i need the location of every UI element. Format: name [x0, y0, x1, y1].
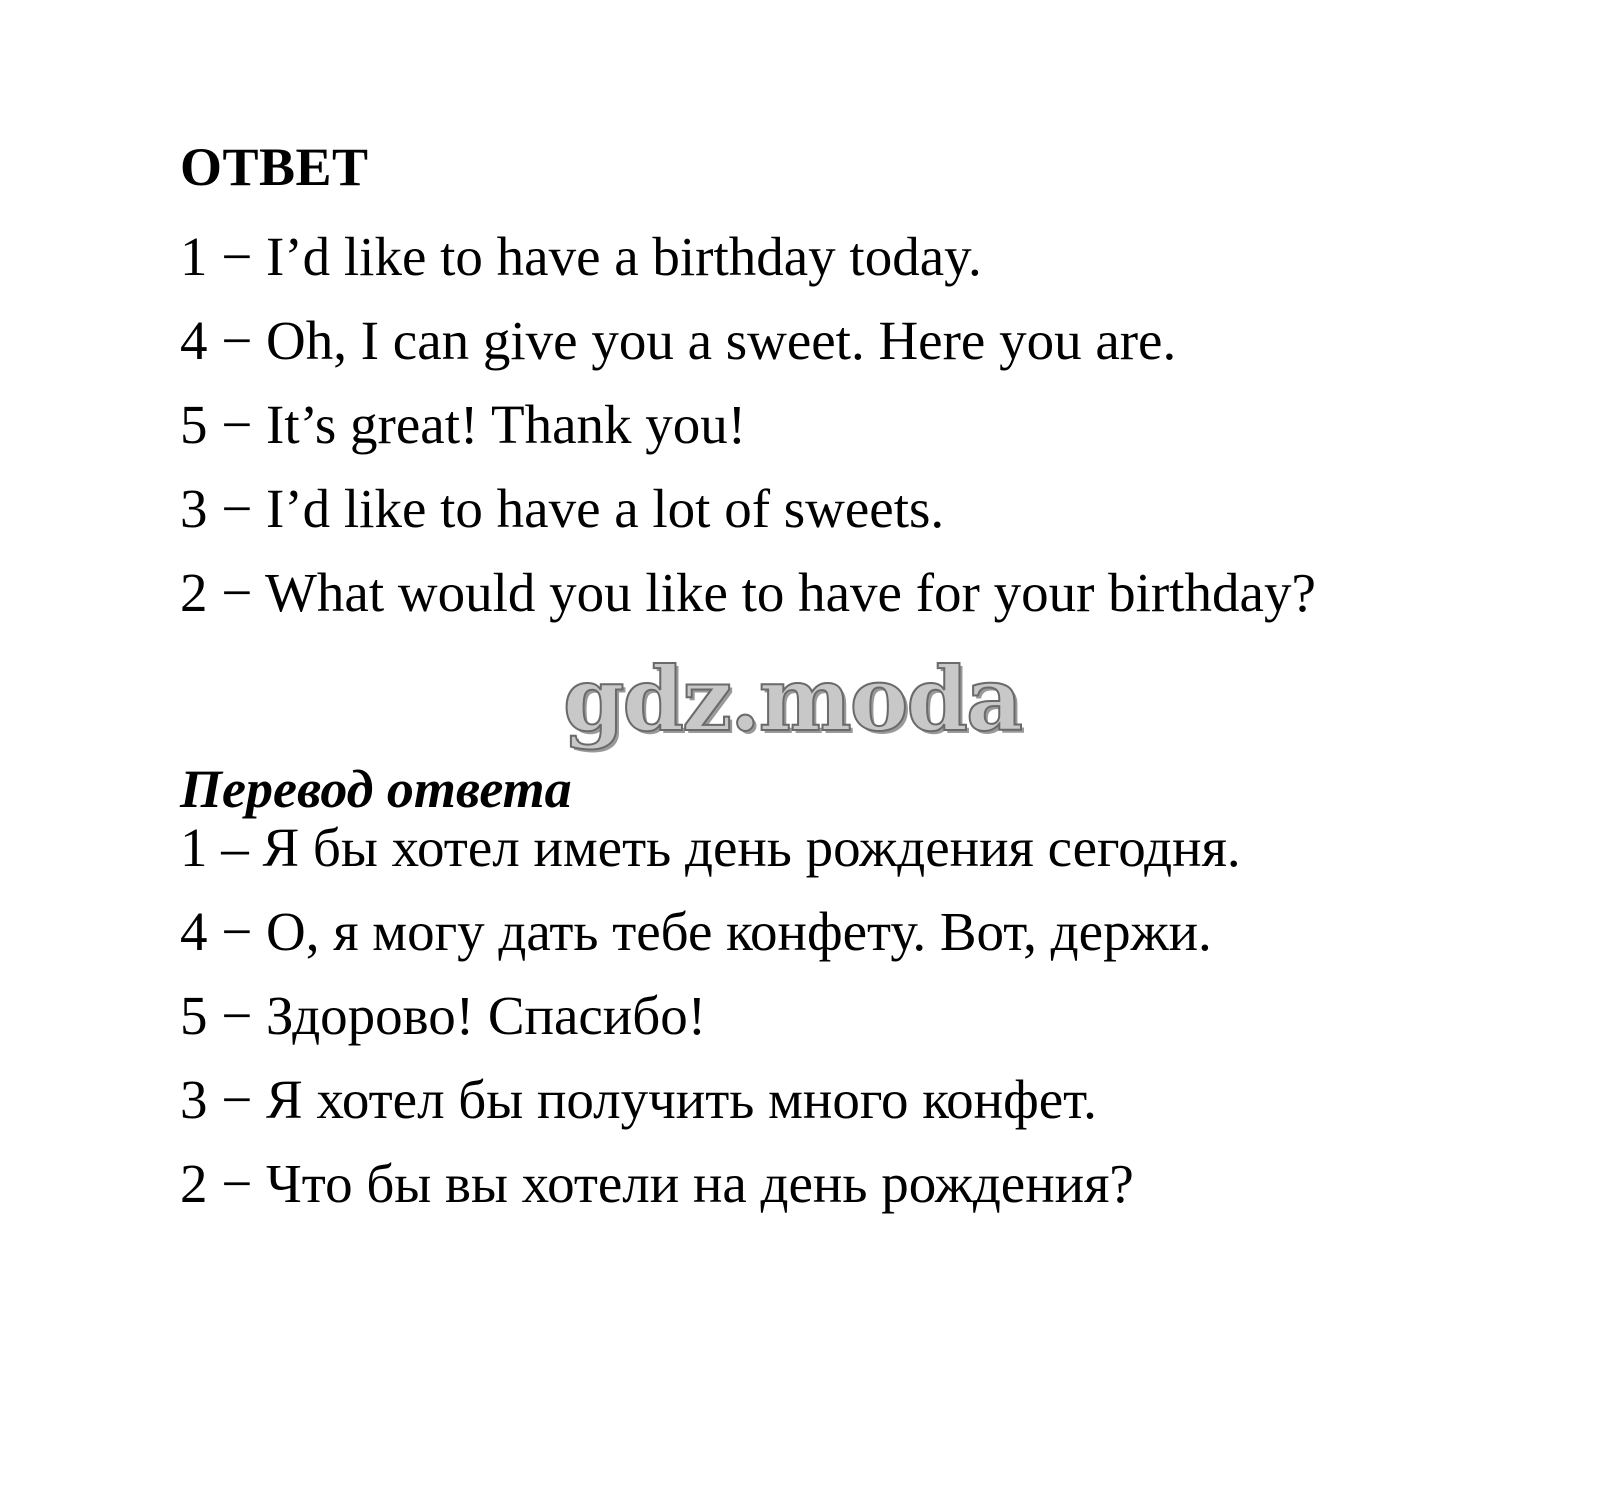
translation-line-1: 1 – Я бы хотел иметь день рождения сегодня. [180, 817, 1241, 878]
answer-line-2: 4 − Oh, I can give you a sweet. Here you are. [180, 310, 1177, 371]
translation-line-5: 2 − Что бы вы хотели на день рождения? [180, 1153, 1134, 1214]
translation-line-3: 5 − Здорово! Спасибо! [180, 985, 707, 1046]
answer-line-4: 3 − I’d like to have a lot of sweets. [180, 478, 945, 539]
translation-line-2: 4 − О, я могу дать тебе конфету. Вот, держи. [180, 901, 1212, 962]
translation-line-4: 3 − Я хотел бы получить много конфет. [180, 1069, 1097, 1130]
answer-heading: ОТВЕТ [180, 137, 369, 197]
answer-line-3: 5 − It’s great! Thank you! [180, 394, 747, 455]
watermark-logo: gdz.moda [563, 647, 1022, 751]
answer-line-5: 2 − What would you like to have for your birthday? [180, 562, 1316, 623]
translation-heading: Перевод ответа [180, 759, 572, 819]
answer-line-1: 1 − I’d like to have a birthday today. [180, 226, 982, 287]
